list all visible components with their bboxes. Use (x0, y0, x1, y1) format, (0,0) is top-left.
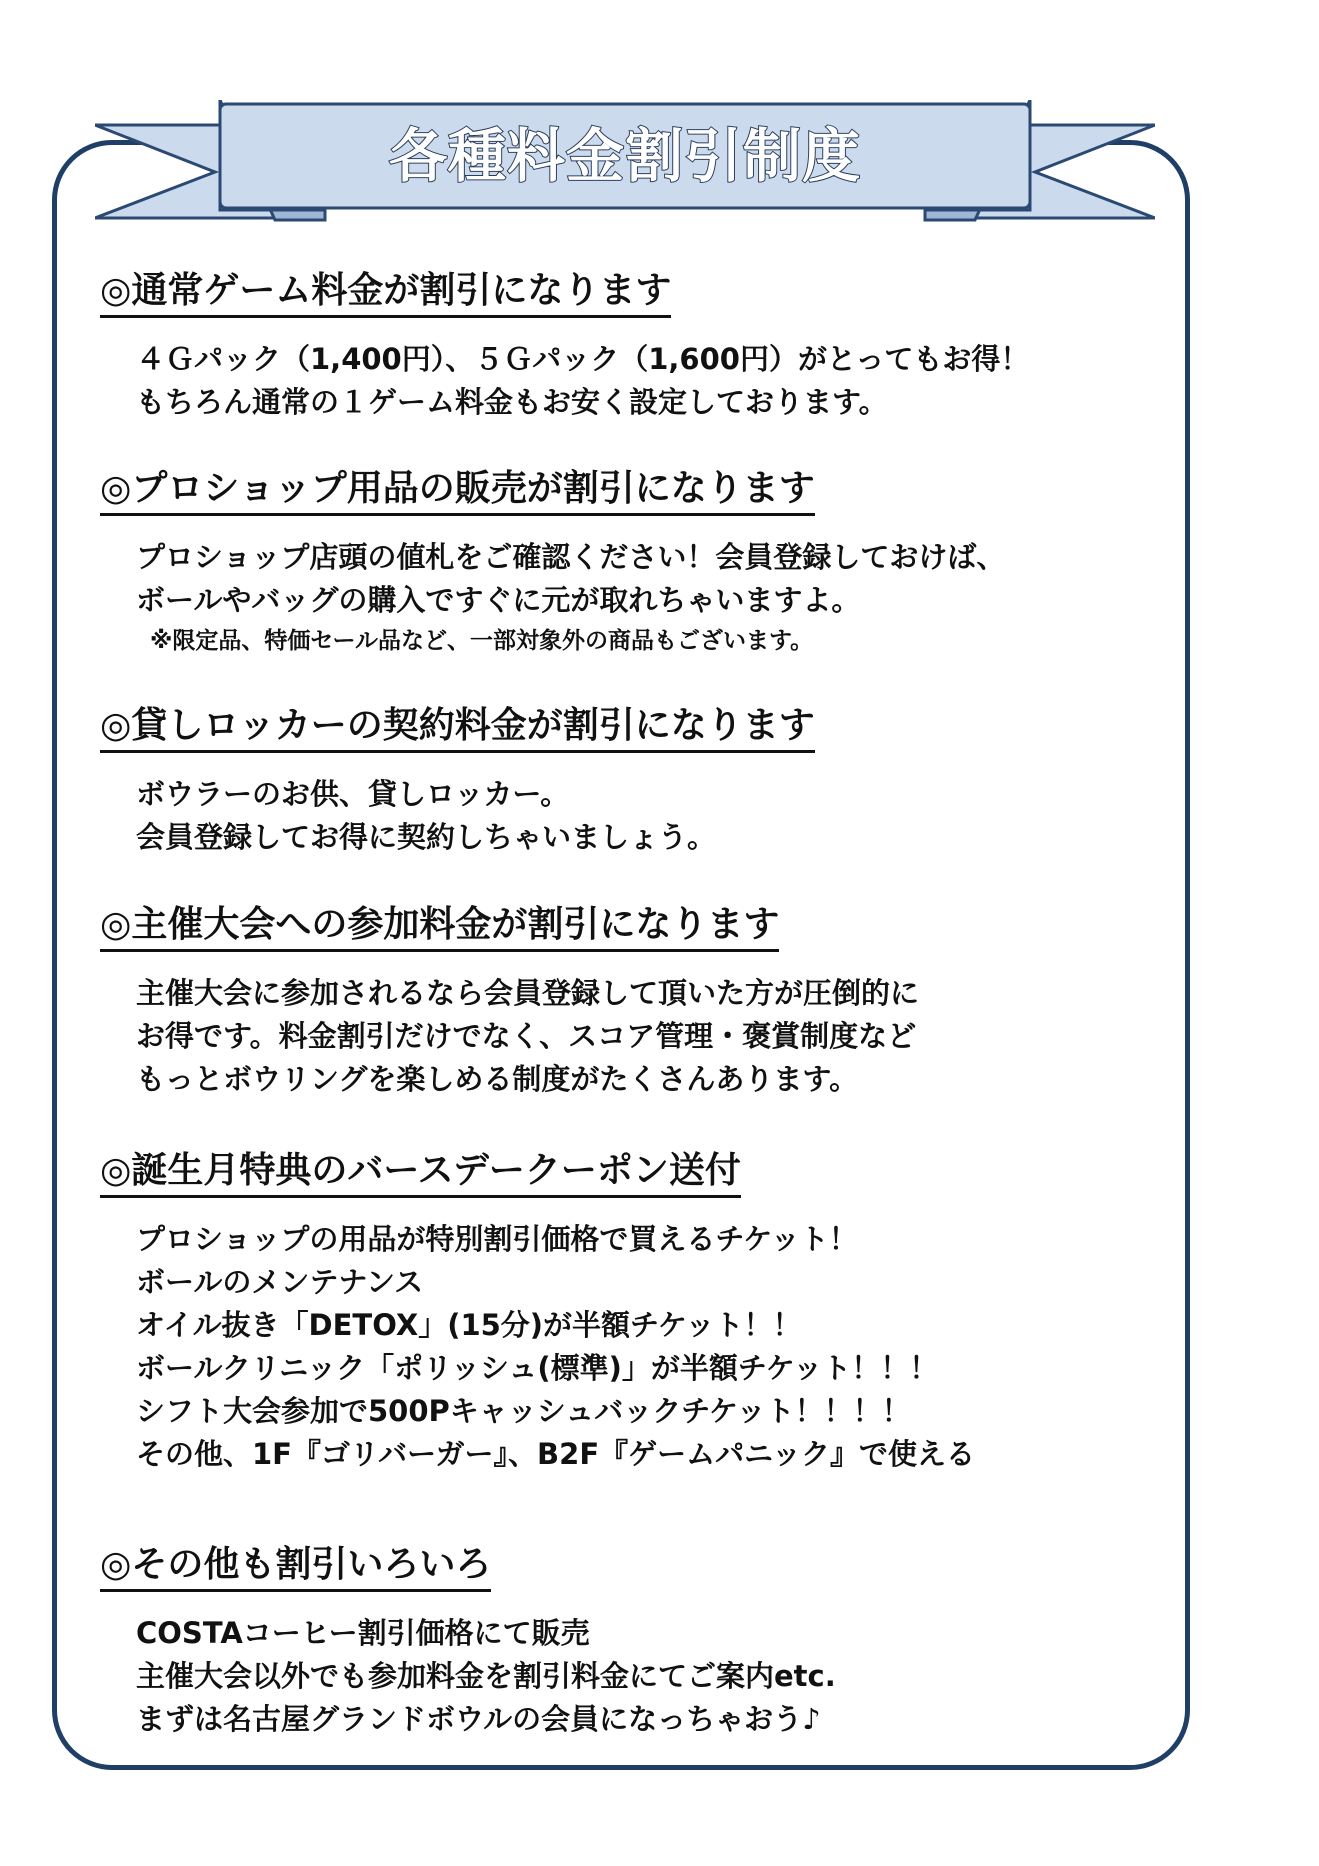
section-heading: ◎誕生月特典のバースデークーポン送付 (100, 1148, 741, 1198)
section-line: もっとボウリングを楽しめる制度がたくさんあります。 (136, 1062, 859, 1096)
section-birthday-coupon (100, 1148, 1180, 1476)
section-game-fee (100, 268, 1180, 424)
section-line: お得です。料金割引だけでなく、スコア管理・褒賞制度など (136, 1019, 917, 1053)
section-line: ボールのメンテナンス (136, 1265, 424, 1299)
section-heading: ◎貸しロッカーの契約料金が割引になります (100, 703, 815, 753)
section-other-discounts (100, 1542, 1180, 1741)
section-heading: ◎プロショップ用品の販売が割引になります (100, 466, 815, 516)
section-line: プロショップの用品が特別割引価格で買えるチケット！ (136, 1222, 858, 1256)
section-note: ※限定品、特価セール品など、一部対象外の商品もございます。 (150, 628, 814, 654)
section-line: ボールクリニック「ポリッシュ(標準)」が半額チケット！！！ (136, 1351, 939, 1385)
section-line: シフト大会参加で500Pキャッシュバックチケット！！！！ (136, 1394, 911, 1428)
section-line: オイル抜き「DETOX」(15分)が半額チケット！！ (136, 1308, 802, 1342)
section-line: ４Ｇパック（1,400円）、５Ｇパック（1,600円）がとってもお得！ (136, 342, 1030, 376)
section-line: ボールやバッグの購入ですぐに元が取れちゃいますよ。 (136, 583, 861, 617)
section-line: ボウラーのお供、貸しロッカー。 (136, 777, 570, 811)
section-heading: ◎通常ゲーム料金が割引になります (100, 268, 671, 318)
section-line: もちろん通常の１ゲーム料金もお安く設定しております。 (136, 385, 888, 419)
section-line: 会員登録してお得に契約しちゃいましょう。 (136, 820, 717, 854)
section-line: まずは名古屋グランドボウルの会員になっちゃおう♪ (136, 1702, 821, 1736)
section-pro-shop (100, 466, 1180, 660)
section-line: プロショップ店頭の値札をご確認ください！会員登録しておけば、 (136, 540, 1006, 574)
section-line: その他、1F『ゴリバーガー』、B2F『ゲームパニック』で使える (136, 1437, 975, 1471)
page-title: 各種料金割引制度 (388, 122, 862, 190)
section-line: 主催大会以外でも参加料金を割引料金にてご案内etc. (136, 1659, 836, 1693)
section-heading: ◎主催大会への参加料金が割引になります (100, 902, 779, 952)
section-tournament (100, 902, 1180, 1101)
section-locker (100, 703, 1180, 859)
section-line: COSTAコーヒー割引価格にて販売 (136, 1616, 590, 1650)
section-heading: ◎その他も割引いろいろ (100, 1542, 491, 1592)
section-line: 主催大会に参加されるなら会員登録して頂いた方が圧倒的に (136, 976, 920, 1010)
title-ribbon (95, 100, 1155, 235)
